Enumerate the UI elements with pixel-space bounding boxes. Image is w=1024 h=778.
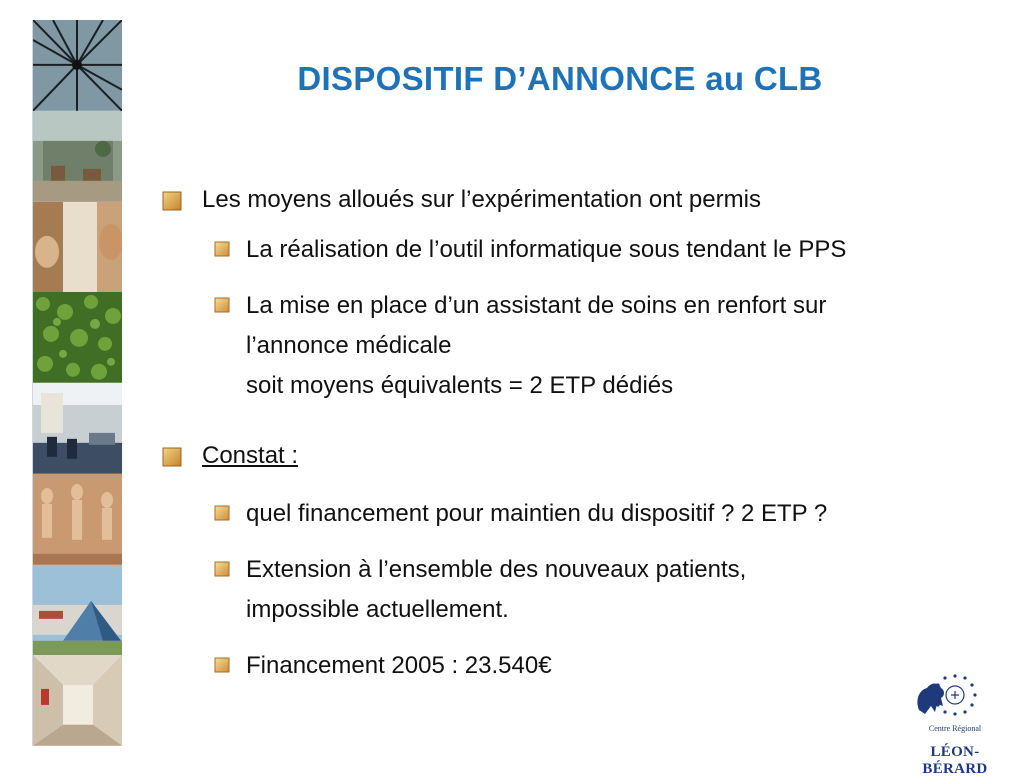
corridor-photo [33, 383, 122, 474]
sub-bullet-line: Extension à l’ensemble des nouveaux patients, [246, 556, 747, 583]
logo-name: LÉON-BÉRARD [922, 744, 988, 777]
sub-bullet-line: impossible actuellement. [246, 596, 509, 623]
slide-title: DISPOSITIF D’ANNONCE au CLB [297, 60, 823, 97]
sub-bullet-icon [214, 657, 230, 673]
glass-roof-photo [33, 20, 122, 111]
sub-bullet-line: l’annonce médicale [246, 332, 452, 359]
bullet-text: Constat : [202, 442, 299, 469]
logo-subtitle: Centre Régional [928, 724, 982, 733]
sub-bullet-item [162, 550, 982, 630]
ivy-photo [33, 292, 122, 383]
sub-bullet-item [162, 494, 982, 534]
slide-content [162, 184, 982, 686]
lion-emblem-icon [905, 670, 1005, 724]
atrium-photo [33, 111, 122, 202]
pyramid-building-photo [33, 565, 122, 656]
bullet-icon [162, 447, 182, 467]
sub-bullet-icon [214, 297, 230, 313]
sub-bullet-icon [214, 241, 230, 257]
bullet-item [162, 440, 982, 472]
sub-bullet-text: quel financement pour maintien du dispositif ? 2 ETP ? [246, 500, 828, 527]
sub-bullet-item [162, 230, 982, 270]
bullet-icon [162, 191, 182, 211]
bullet-item [162, 184, 982, 216]
sub-bullet-icon [214, 505, 230, 521]
sub-bullet-line: soit moyens équivalents = 2 ETP dédiés [246, 372, 674, 399]
sub-bullet-icon [214, 561, 230, 577]
sculpture-photo [33, 202, 122, 293]
sub-bullet-item [162, 286, 982, 406]
relief-photo [33, 474, 122, 565]
photo-strip [32, 20, 122, 746]
sub-bullet-item [162, 646, 982, 686]
bullet-text: Les moyens alloués sur l’expérimentation ont permis [202, 186, 761, 213]
centre-leon-berard-logo [905, 670, 1005, 777]
sub-bullet-line: La mise en place d’un assistant de soins en renfort sur [246, 292, 827, 319]
sub-bullet-text: Financement 2005 : 23.540€ [246, 652, 552, 679]
hallway-photo [33, 655, 122, 746]
sub-bullet-text: La réalisation de l’outil informatique sous tendant le PPS [246, 236, 847, 263]
